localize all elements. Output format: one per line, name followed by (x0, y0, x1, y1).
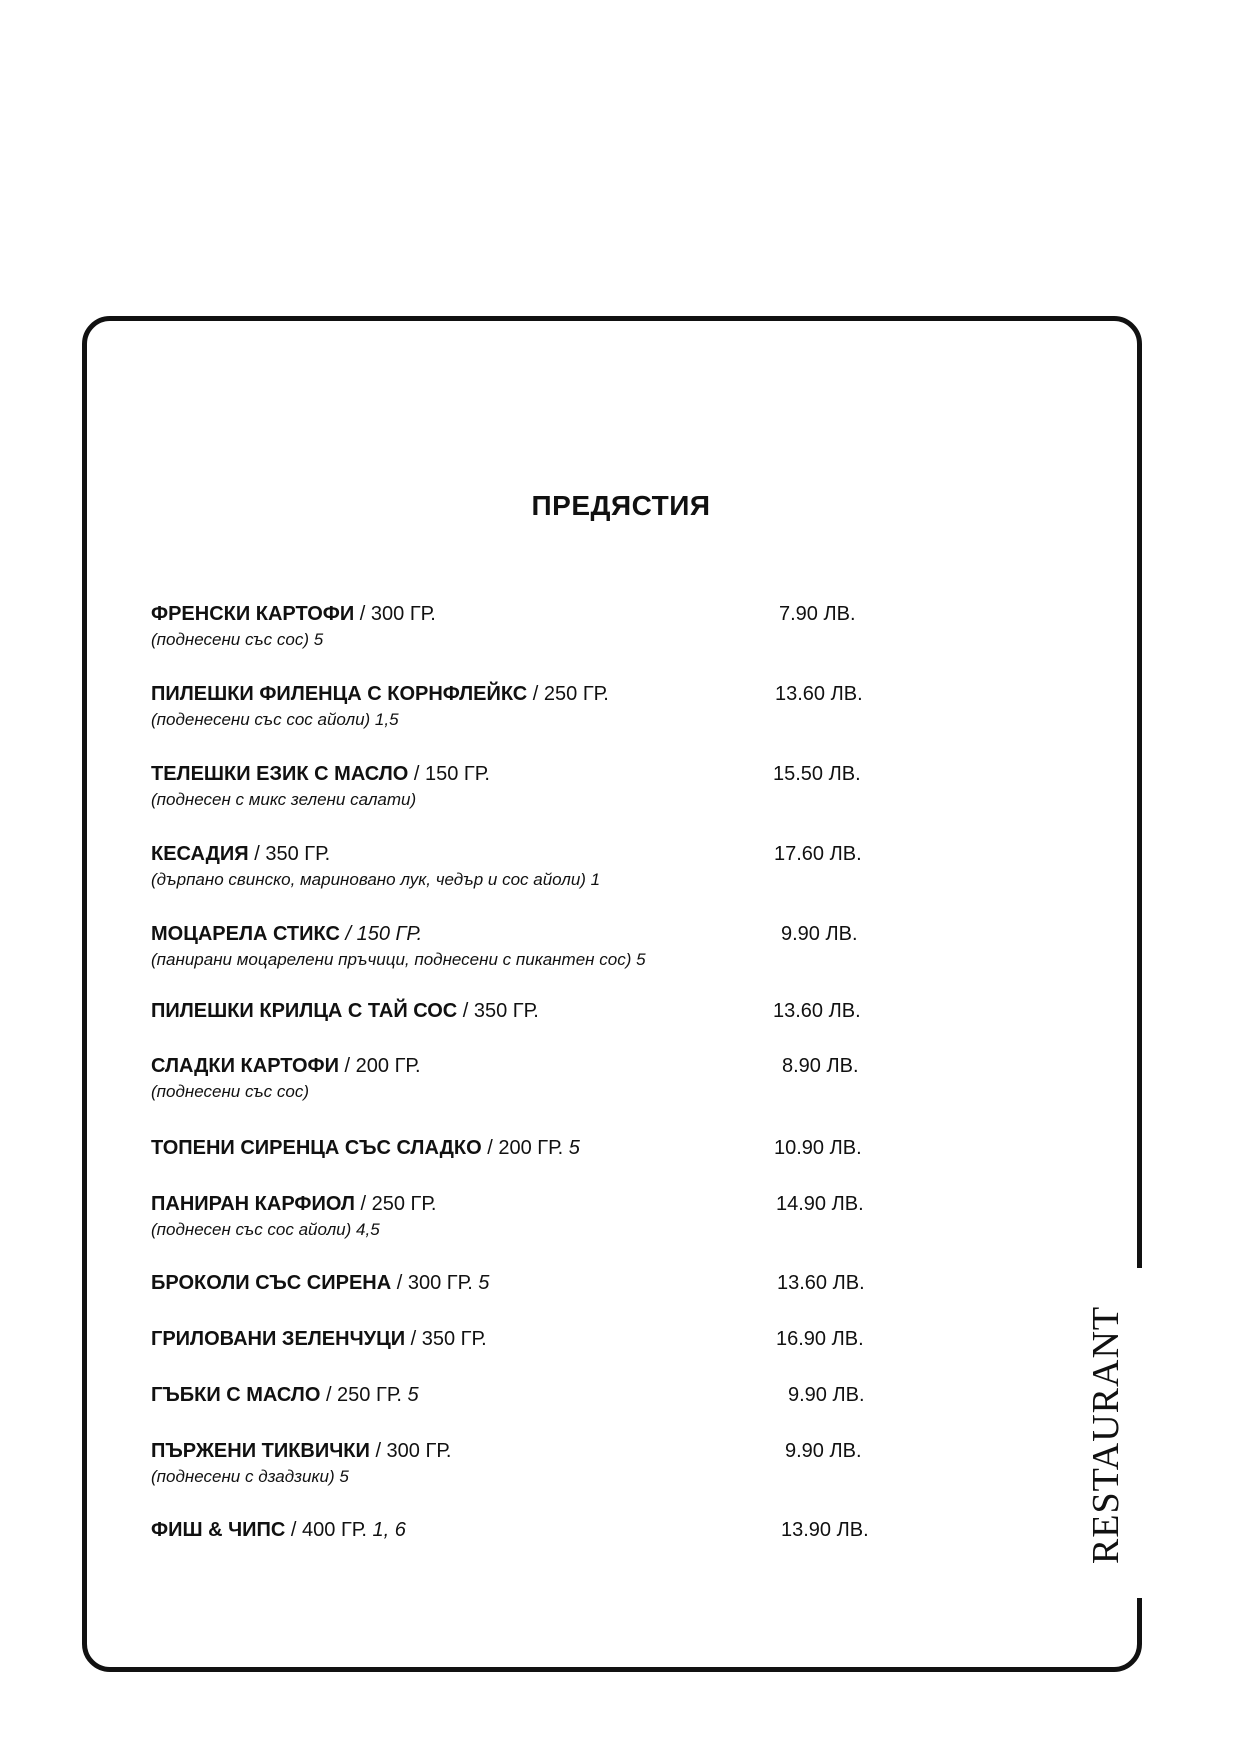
item-weight: / 350 ГР. (405, 1328, 487, 1350)
item-weight: / 250 ГР. (527, 683, 609, 705)
menu-item (151, 600, 891, 652)
item-name: ПИЛЕШКИ КРИЛЦА С ТАЙ СОС (151, 1000, 458, 1022)
item-price: 10.90 ЛВ. (774, 1137, 862, 1159)
item-allergens: 5 (472, 1272, 490, 1294)
item-weight: / 150 ГР. (339, 923, 423, 945)
item-price: 13.60 ЛВ. (773, 1000, 861, 1022)
item-price: 9.90 ЛВ. (781, 923, 858, 945)
item-price: 7.90 ЛВ. (779, 603, 856, 625)
menu-item (151, 1052, 891, 1104)
item-price: 8.90 ЛВ. (782, 1055, 859, 1077)
menu-item (151, 680, 891, 732)
item-name: МОЦАРЕЛА СТИКС (151, 923, 340, 945)
item-weight: / 150 ГР. (408, 763, 490, 785)
item-name: ПИЛЕШКИ ФИЛЕНЦА С КОРНФЛЕЙКС (151, 683, 528, 705)
side-label: RESTAURANT (1085, 1305, 1127, 1565)
item-name: ПЪРЖЕНИ ТИКВИЧКИ (151, 1440, 370, 1462)
item-name: ПАНИРАН КАРФИОЛ (151, 1193, 355, 1215)
menu-item (151, 1134, 891, 1162)
section-title: ПРЕДЯСТИЯ (531, 490, 711, 521)
item-description: (поднесени със сос) (151, 1082, 309, 1101)
item-name: ФИШ & ЧИПС (151, 1519, 286, 1541)
menu-item (151, 1516, 891, 1544)
item-weight: / 200 ГР. (481, 1137, 564, 1159)
item-name: СЛАДКИ КАРТОФИ (151, 1055, 339, 1077)
item-price: 15.50 ЛВ. (773, 763, 861, 785)
item-price: 13.90 ЛВ. (781, 1519, 869, 1541)
menu-item (151, 840, 891, 892)
item-description: (дърпано свинско, мариновано лук, чедър и сос айоли) 1 (151, 870, 601, 889)
item-name: БРОКОЛИ СЪС СИРЕНА (151, 1272, 392, 1294)
item-price: 17.60 ЛВ. (774, 843, 862, 865)
item-weight: / 350 ГР. (457, 1000, 539, 1022)
menu-item (151, 1381, 891, 1409)
item-price: 13.60 ЛВ. (777, 1272, 865, 1294)
item-name: ГРИЛОВАНИ ЗЕЛЕНЧУЦИ (151, 1328, 406, 1350)
item-weight: / 300 ГР. (369, 1440, 452, 1462)
menu-item (151, 1190, 891, 1242)
item-description: (поднесени с дзадзики) 5 (151, 1467, 349, 1486)
item-name: ТОПЕНИ СИРЕНЦА СЪС СЛАДКО (151, 1137, 482, 1159)
item-allergens: 5 (401, 1384, 419, 1406)
item-weight: / 300 ГР. (391, 1272, 473, 1294)
menu-item (151, 997, 891, 1025)
menu-item (151, 760, 891, 812)
item-name: ФРЕНСКИ КАРТОФИ (151, 603, 355, 625)
item-description: (панирани моцарелени пръчици, поднесени с пикантен сос) 5 (151, 950, 646, 969)
menu-item (151, 1437, 891, 1489)
item-weight: / 250 ГР. (354, 1193, 437, 1215)
menu-item (151, 1269, 891, 1297)
item-description: (поденесени със сос айоли) 1,5 (151, 710, 399, 729)
item-name: ГЪБКИ С МАСЛО (151, 1384, 321, 1406)
item-name: ТЕЛЕШКИ ЕЗИК С МАСЛО (151, 763, 409, 785)
item-name: КЕСАДИЯ (151, 843, 249, 865)
item-weight: / 200 ГР. (339, 1055, 421, 1077)
item-description: (поднесени със сос) 5 (151, 630, 324, 649)
menu-item (151, 920, 891, 972)
item-description: (поднесен със сос айоли) 4,5 (151, 1220, 380, 1239)
item-weight: / 400 ГР. (285, 1519, 367, 1541)
menu-item (151, 1325, 891, 1353)
item-weight: / 250 ГР. (320, 1384, 402, 1406)
item-allergens: 1, 6 (366, 1519, 406, 1541)
side-label-gap (1128, 1268, 1156, 1598)
item-price: 14.90 ЛВ. (776, 1193, 864, 1215)
item-description: (поднесен с микс зелени салати) (151, 790, 417, 809)
item-price: 16.90 ЛВ. (776, 1328, 864, 1350)
item-weight: / 350 ГР. (248, 843, 331, 865)
item-allergens: 5 (563, 1137, 580, 1159)
item-price: 9.90 ЛВ. (785, 1440, 862, 1462)
item-price: 13.60 ЛВ. (775, 683, 863, 705)
item-price: 9.90 ЛВ. (788, 1384, 865, 1406)
item-weight: / 300 ГР. (354, 603, 436, 625)
